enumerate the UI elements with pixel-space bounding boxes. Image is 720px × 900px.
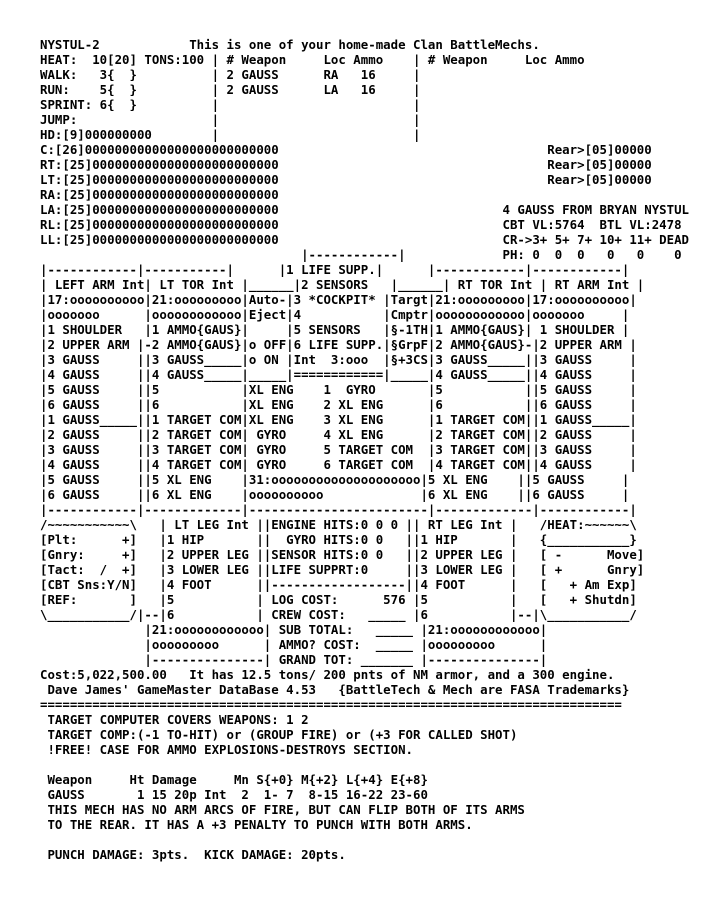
sheet-line: RUN: 5{ } | 2 GAUSS LA 16 | — [40, 82, 421, 97]
sheet-line: |5 GAUSS ||5 XL ENG |31:oooooooooooooooooooo|5 XL ENG ||5 GAUSS | — [40, 472, 630, 487]
sheet-line: | LEFT ARM Int| LT TOR Int |______|2 SENSORS |______| RT TOR Int | RT ARM Int | — [40, 277, 645, 292]
sheet-line: ============================================================================== — [40, 697, 622, 712]
sheet-line: |17:oooooooooo|21:ooooooooo|Auto-|3 *COCKPIT* |Targt|21:ooooooooo|17:oooooooooo| — [40, 292, 637, 307]
sheet-line: C:[26]00000000000000000000000000 Rear>[05]00000 — [40, 142, 652, 157]
sheet-line: |4 GAUSS ||4 GAUSS_____|_____|============|_____|4 GAUSS_____||4 GAUSS | — [40, 367, 637, 382]
sheet-line: TO THE REAR. IT HAS A +3 PENALTY TO PUNCH WITH BOTH ARMS. — [40, 817, 473, 832]
sheet-line: |6 GAUSS ||6 |XL ENG 2 XL ENG |6 ||6 GAUSS | — [40, 397, 637, 412]
sheet-line: |1 GAUSS_____||1 TARGET COM|XL ENG 3 XL ENG |1 TARGET COM||1 GAUSS_____| — [40, 412, 637, 427]
sheet-line: [Gnry: +] |2 UPPER LEG ||SENSOR HITS:0 0 ||2 UPPER LEG | [ - Move] — [40, 547, 645, 562]
sheet-line: Dave James' GameMaster DataBase 4.53 {BattleTech & Mech are FASA Trademarks} — [40, 682, 630, 697]
sheet-line: NYSTUL-2 This is one of your home-made Clan BattleMechs. — [40, 37, 540, 52]
sheet-line: RA:[25]0000000000000000000000000 — [40, 187, 279, 202]
sheet-line: |1 SHOULDER |1 AMMO{GAUS}| |5 SENSORS |§-1TH|1 AMMO{GAUS}| 1 SHOULDER | — [40, 322, 630, 337]
sheet-line: THIS MECH HAS NO ARM ARCS OF FIRE, BUT CAN FLIP BOTH OF ITS ARMS — [40, 802, 525, 817]
sheet-line: |2 UPPER ARM |-2 AMMO{GAUS}|o OFF|6 LIFE SUPP.|§GrpF|2 AMMO{GAUS}-|2 UPPER ARM | — [40, 337, 637, 352]
sheet-line: TARGET COMP:(-1 TO-HIT) or (GROUP FIRE) or (+3 FOR CALLED SHOT) — [40, 727, 518, 742]
sheet-line: LL:[25]0000000000000000000000000 CR->3+ 5+ 7+ 10+ 11+ DEAD — [40, 232, 690, 247]
sheet-line: |ooooooooo | AMMO? COST: _____ |ooooooooo | — [40, 637, 548, 652]
sheet-line: !FREE! CASE FOR AMMO EXPLOSIONS-DESTROYS SECTION. — [40, 742, 413, 757]
sheet-line — [40, 832, 689, 847]
sheet-line — [40, 757, 689, 772]
sheet-line: RL:[25]0000000000000000000000000 CBT VL:5764 BTL VL:2478 — [40, 217, 682, 232]
sheet-line: |21:oooooooooooo| SUB TOTAL: _____ |21:oooooooooooo| — [40, 622, 548, 637]
sheet-line: HEAT: 10[20] TONS:100 | # Weapon Loc Ammo | # Weapon Loc Ammo — [40, 52, 585, 67]
sheet-line: Weapon Ht Damage Mn S{+0} M{+2} L{+4} E{+8} — [40, 772, 428, 787]
sheet-line: |6 GAUSS ||6 XL ENG |oooooooooo |6 XL ENG ||6 GAUSS | — [40, 487, 630, 502]
sheet-line: JUMP: | | — [40, 112, 421, 127]
sheet-line: LA:[25]0000000000000000000000000 4 GAUSS FROM BRYAN NYSTUL — [40, 202, 690, 217]
sheet-line: |4 GAUSS ||4 TARGET COM| GYRO 6 TARGET COM |4 TARGET COM||4 GAUSS | — [40, 457, 637, 472]
record-sheet — [40, 37, 689, 862]
sheet-line: \___________/|--|6 | CREW COST: _____ |6 |--|\___________/ — [40, 607, 637, 622]
sheet-line: |3 GAUSS ||3 GAUSS_____|o ON |Int 3:ooo |§+3CS|3 GAUSS_____||3 GAUSS | — [40, 352, 637, 367]
sheet-line: [Plt: +] |1 HIP || GYRO HITS:0 0 ||1 HIP | {___________} — [40, 532, 637, 547]
sheet-line: |3 GAUSS ||3 TARGET COM| GYRO 5 TARGET COM |3 TARGET COM||3 GAUSS | — [40, 442, 637, 457]
sheet-line: HD:[9]000000000 | | — [40, 127, 421, 142]
sheet-line: SPRINT: 6{ } | | — [40, 97, 421, 112]
sheet-line: TARGET COMPUTER COVERS WEAPONS: 1 2 — [40, 712, 309, 727]
sheet-line: |---------------| GRAND TOT: _______ |---------------| — [40, 652, 548, 667]
sheet-line: RT:[25]0000000000000000000000000 Rear>[05]00000 — [40, 157, 652, 172]
sheet-line: /~~~~~~~~~~~\ | LT LEG Int ||ENGINE HITS:0 0 0 || RT LEG Int | /HEAT:~~~~~~\ — [40, 517, 637, 532]
sheet-line: |ooooooo |oooooooooooo|Eject|4 |Cmptr|oooooooooooo|ooooooo | — [40, 307, 630, 322]
sheet-line: |------------|-------------|------------------------|-------------|------------| — [40, 502, 637, 517]
sheet-line: Cost:5,022,500.00 It has 12.5 tons/ 200 pnts of NM armor, and a 300 engine. — [40, 667, 615, 682]
sheet-line: [CBT Sns:Y/N] |4 FOOT ||------------------||4 FOOT | [ + Am Exp] — [40, 577, 637, 592]
sheet-line: GAUSS 1 15 20p Int 2 1- 7 8-15 16-22 23-60 — [40, 787, 428, 802]
sheet-line: |2 GAUSS ||2 TARGET COM| GYRO 4 XL ENG |2 TARGET COM||2 GAUSS | — [40, 427, 637, 442]
sheet-line: WALK: 3{ } | 2 GAUSS RA 16 | — [40, 67, 421, 82]
sheet-line: |------------| PH: 0 0 0 0 0 0 — [40, 247, 682, 262]
sheet-line: LT:[25]0000000000000000000000000 Rear>[05]00000 — [40, 172, 652, 187]
sheet-line: |------------|-----------| |1 LIFE SUPP.| |------------|------------| — [40, 262, 630, 277]
sheet-line: PUNCH DAMAGE: 3pts. KICK DAMAGE: 20pts. — [40, 847, 346, 862]
sheet-line: |5 GAUSS ||5 |XL ENG 1 GYRO |5 ||5 GAUSS | — [40, 382, 637, 397]
sheet-line: [Tact: / +] |3 LOWER LEG ||LIFE SUPPRT:0 ||3 LOWER LEG | [ + Gnry] — [40, 562, 645, 577]
sheet-line: [REF: ] |5 | LOG COST: 576 |5 | [ + Shutdn] — [40, 592, 637, 607]
